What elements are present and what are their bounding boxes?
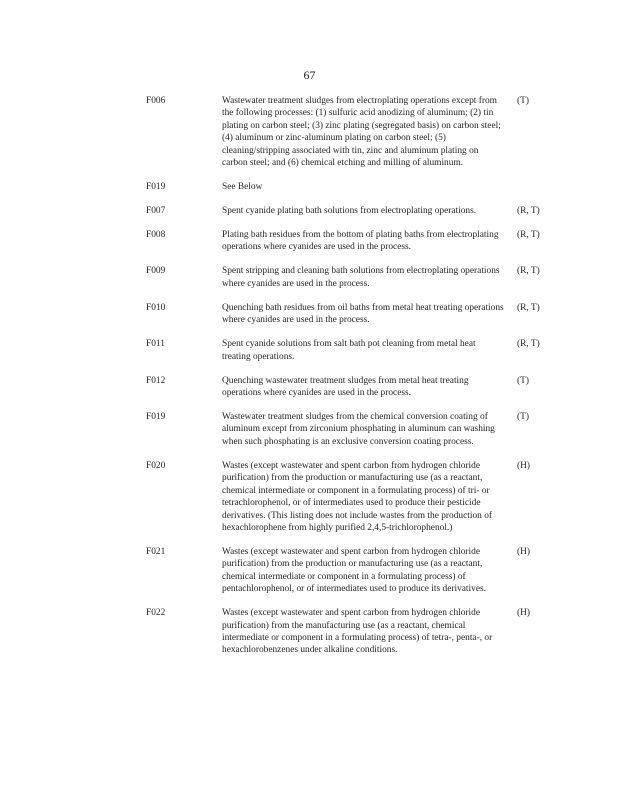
- waste-description: Spent cyanide solutions from salt bath pot cleaning from metal heat treating operations.: [222, 339, 476, 362]
- listing-row-f009: [146, 265, 546, 290]
- waste-code: F020: [146, 460, 166, 471]
- hazard-code: (R, T): [517, 266, 540, 277]
- hazard-code: (T): [517, 412, 529, 423]
- listing-row-f019: [146, 411, 546, 448]
- waste-code: F021: [146, 546, 166, 557]
- listing-row-f011: [146, 338, 546, 363]
- hazard-code: (T): [517, 96, 529, 106]
- waste-code: F011: [146, 339, 165, 350]
- hazard-code: (H): [517, 460, 531, 471]
- hazard-code: (H): [517, 608, 531, 619]
- listing-row-f010: [146, 302, 546, 327]
- waste-description: Wastes (except wastewater and spent carbon from hydrogen chloride purification) from the manufacturing use (as a reactant, chemical intermediate or component in a formulating process) of tetra-, penta-, or hexachlorobenzenes under alkaline conditions.: [222, 608, 493, 656]
- hazard-code: (R, T): [517, 206, 540, 217]
- hazard-code: (R, T): [517, 302, 540, 313]
- listing-row-f008: [146, 229, 546, 254]
- page-number: 67: [303, 68, 316, 82]
- waste-code: F006: [146, 96, 166, 106]
- waste-description: Spent cyanide plating bath solutions from electroplating operations.: [222, 206, 477, 217]
- hazardous-waste-listing: [146, 95, 546, 668]
- listing-row-f022: [146, 607, 546, 657]
- hazard-code: (H): [517, 546, 531, 557]
- waste-description: Spent stripping and cleaning bath solutions from electroplating operations where cyanides are used in the process.: [222, 266, 500, 289]
- waste-code: F012: [146, 375, 166, 386]
- waste-description: Wastewater treatment sludges from electroplating operations except from the following processes: (1) sulfuric acid anodizing of aluminum; (2) tin plating on carbon steel; (3) zinc plating (segregated basis) on carbon steel; (4) aluminum or zinc-aluminum plating on carbon steel; (5) cleaning/stripping associated with tin, zinc and aluminum plating on carbon steel; and (6) chemical etching and milling of aluminum.: [222, 96, 501, 169]
- listing-row-f006: [146, 95, 546, 169]
- listing-row-f019-see-below: [146, 181, 546, 193]
- waste-description: See Below: [222, 182, 263, 193]
- hazard-code: (R, T): [517, 230, 540, 241]
- waste-code: F019: [146, 182, 166, 193]
- waste-code: F019: [146, 412, 166, 423]
- waste-description: Wastes (except wastewater and spent carbon from hydrogen chloride purification) from the production or manufacturing use (as a reactant, chemical intermediate or component in a formulating process) of tri- or tetrachlorophenol, or of intermediates used to produce their pesticide derivatives. (This listing does not include wastes from the production of hexachlorophene from highly purified 2,4,5-trichlorophenol.): [222, 460, 492, 533]
- hazard-code: (R, T): [517, 339, 540, 350]
- listing-row-f020: [146, 460, 546, 534]
- waste-description: Quenching wastewater treatment sludges from metal heat treating operations where cyanides are used in the process.: [222, 375, 469, 399]
- hazard-code: (T): [517, 375, 529, 386]
- listing-row-f012: [146, 375, 546, 400]
- waste-code: F010: [146, 302, 166, 313]
- listing-row-f021: [146, 546, 546, 596]
- waste-description: Plating bath residues from the bottom of plating baths from electroplating operations where cyanides are used in the process.: [222, 230, 499, 253]
- waste-code: F009: [146, 266, 166, 277]
- waste-description: Wastewater treatment sludges from the chemical conversion coating of aluminum except from zirconium phosphating in aluminum can washing when such phosphating is an exclusive conversion coating process.: [222, 412, 495, 447]
- listing-row-f007: [146, 205, 546, 217]
- waste-description: Quenching bath residues from oil baths from metal heat treating operations where cyanides are used in the process.: [222, 302, 504, 326]
- waste-code: F007: [146, 206, 166, 217]
- waste-code: F022: [146, 608, 166, 619]
- waste-code: F008: [146, 230, 166, 241]
- waste-description: Wastes (except wastewater and spent carbon from hydrogen chloride purification) from the production or manufacturing use (as a reactant, chemical intermediate or component in a formulating process) of pentachlorophenol, or of intermediates used to produce its derivatives.: [222, 546, 486, 595]
